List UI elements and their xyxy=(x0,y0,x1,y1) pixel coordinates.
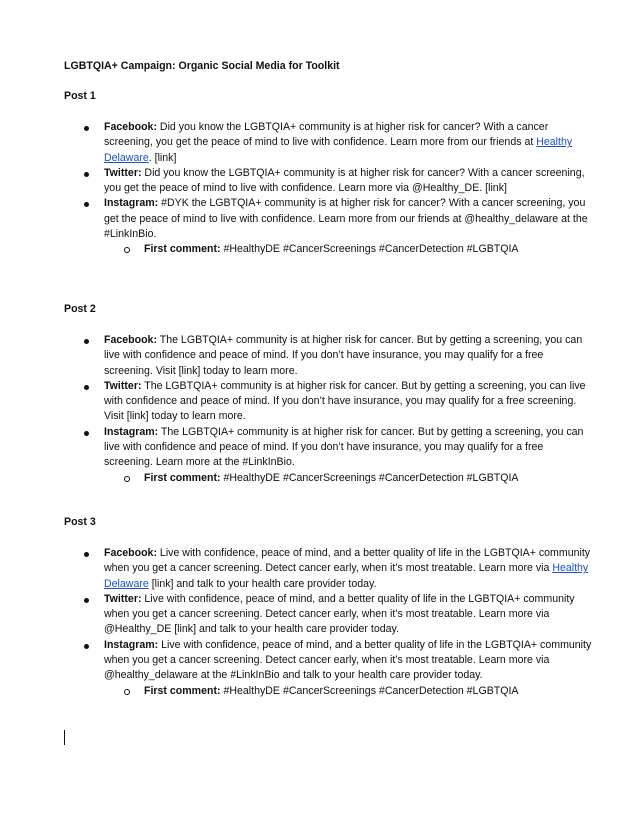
post-text: Live with confidence, peace of mind, and a better quality of life in the LGBTQIA+ community when you get a cancer screening. Detect cancer early, when it’s most treatable. Learn more via @Healthy_DE [link] and talk to your health care provider today. xyxy=(104,592,575,636)
post-text: The LGBTQIA+ community is at higher risk for cancer. But by getting a screening, you can live with confidence and peace of mind. If you don’t have insurance, you may qualify for a free screening. Learn more at the #LinkInBio. xyxy=(104,425,584,469)
post-text: #DYK the LGBTQIA+ community is at higher risk for cancer? With a cancer screening, you get the peace of mind to live with confidence. Learn more from our friends at @healthy_delaware at the #LinkInBio. xyxy=(104,197,588,241)
post-text: Did you know the LGBTQIA+ community is at higher risk for cancer? With a cancer screening, you get the peace of mind to live with confidence. Learn more via @Healthy_DE. [link] xyxy=(104,166,585,195)
document-title: LGBTQIA+ Campaign: Organic Social Media for Toolkit xyxy=(64,60,340,72)
post-3-twitter-item xyxy=(64,592,594,638)
post-3-list xyxy=(64,546,594,699)
healthy-delaware-link[interactable]: Healthy Delaware xyxy=(104,562,589,590)
post-3-first-comment xyxy=(104,684,594,699)
post-text: Live with confidence, peace of mind, and a better quality of life in the LGBTQIA+ community when you get a cancer screening. Detect cancer early, when it’s most treatable. Learn more via xyxy=(104,547,591,575)
platform-label: Twitter: xyxy=(104,379,142,392)
comment-label: First comment: xyxy=(144,471,221,484)
post-1-first-comment xyxy=(104,242,594,257)
comment-text: #HealthyDE #CancerScreenings #CancerDetection #LGBTQIA xyxy=(220,243,519,256)
platform-label: Instagram: xyxy=(104,425,159,438)
post-text: The LGBTQIA+ community is at higher risk for cancer. But by getting a screening, you can live with confidence and peace of mind. If you don’t have insurance, you may qualify for a free screening. Visit [link] today to learn more. xyxy=(104,334,583,377)
post-2-heading: Post 2 xyxy=(64,303,96,315)
post-3-facebook-item xyxy=(64,546,594,592)
comment-text: #HealthyDE #CancerScreenings #CancerDetection #LGBTQIA xyxy=(220,471,519,484)
post-2-first-comment xyxy=(104,471,594,486)
platform-label: Facebook: xyxy=(104,334,157,346)
post-1-facebook-item xyxy=(64,120,594,166)
platform-label: Instagram: xyxy=(104,197,159,210)
post-1-list xyxy=(64,120,594,258)
platform-label: Twitter: xyxy=(104,592,142,605)
comment-text: #HealthyDE #CancerScreenings #CancerDetection #LGBTQIA xyxy=(220,684,519,697)
comment-label: First comment: xyxy=(144,684,221,697)
post-2-twitter-item xyxy=(64,379,594,425)
platform-label: Instagram: xyxy=(104,638,159,651)
post-2-instagram-item xyxy=(64,425,594,486)
healthy-delaware-link[interactable]: Healthy Delaware xyxy=(104,136,573,164)
post-1-instagram-item xyxy=(64,196,594,257)
post-2-facebook-item xyxy=(64,333,594,379)
post-text: Did you know the LGBTQIA+ community is at higher risk for cancer? With a cancer screening, you get the peace of mind to live with confidence. Learn more from our friends at xyxy=(104,121,549,149)
post-1-twitter-item xyxy=(64,166,594,197)
post-text: [link] and talk to your health care provider today. xyxy=(148,577,377,590)
comment-label: First comment: xyxy=(144,243,221,256)
post-text: Live with confidence, peace of mind, and a better quality of life in the LGBTQIA+ community when you get a cancer screening. Detect cancer early, when it’s most treatable. Learn more via @healthy_delaware at the #LinkInBio and talk to your health care provider today. xyxy=(104,638,592,682)
text-cursor[interactable] xyxy=(64,730,65,745)
post-2-list xyxy=(64,333,594,486)
post-3-instagram-item xyxy=(64,638,594,699)
post-1-heading: Post 1 xyxy=(64,90,96,102)
platform-label: Facebook: xyxy=(104,547,157,559)
post-3-heading: Post 3 xyxy=(64,516,96,528)
post-text: The LGBTQIA+ community is at higher risk for cancer. But by getting a screening, you can live with confidence and peace of mind. If you don’t have insurance, you may qualify for a free screening. Visit [link] today to learn more. xyxy=(104,379,586,423)
platform-label: Facebook: xyxy=(104,121,157,133)
post-text: . [link] xyxy=(148,151,177,164)
platform-label: Twitter: xyxy=(104,166,142,179)
